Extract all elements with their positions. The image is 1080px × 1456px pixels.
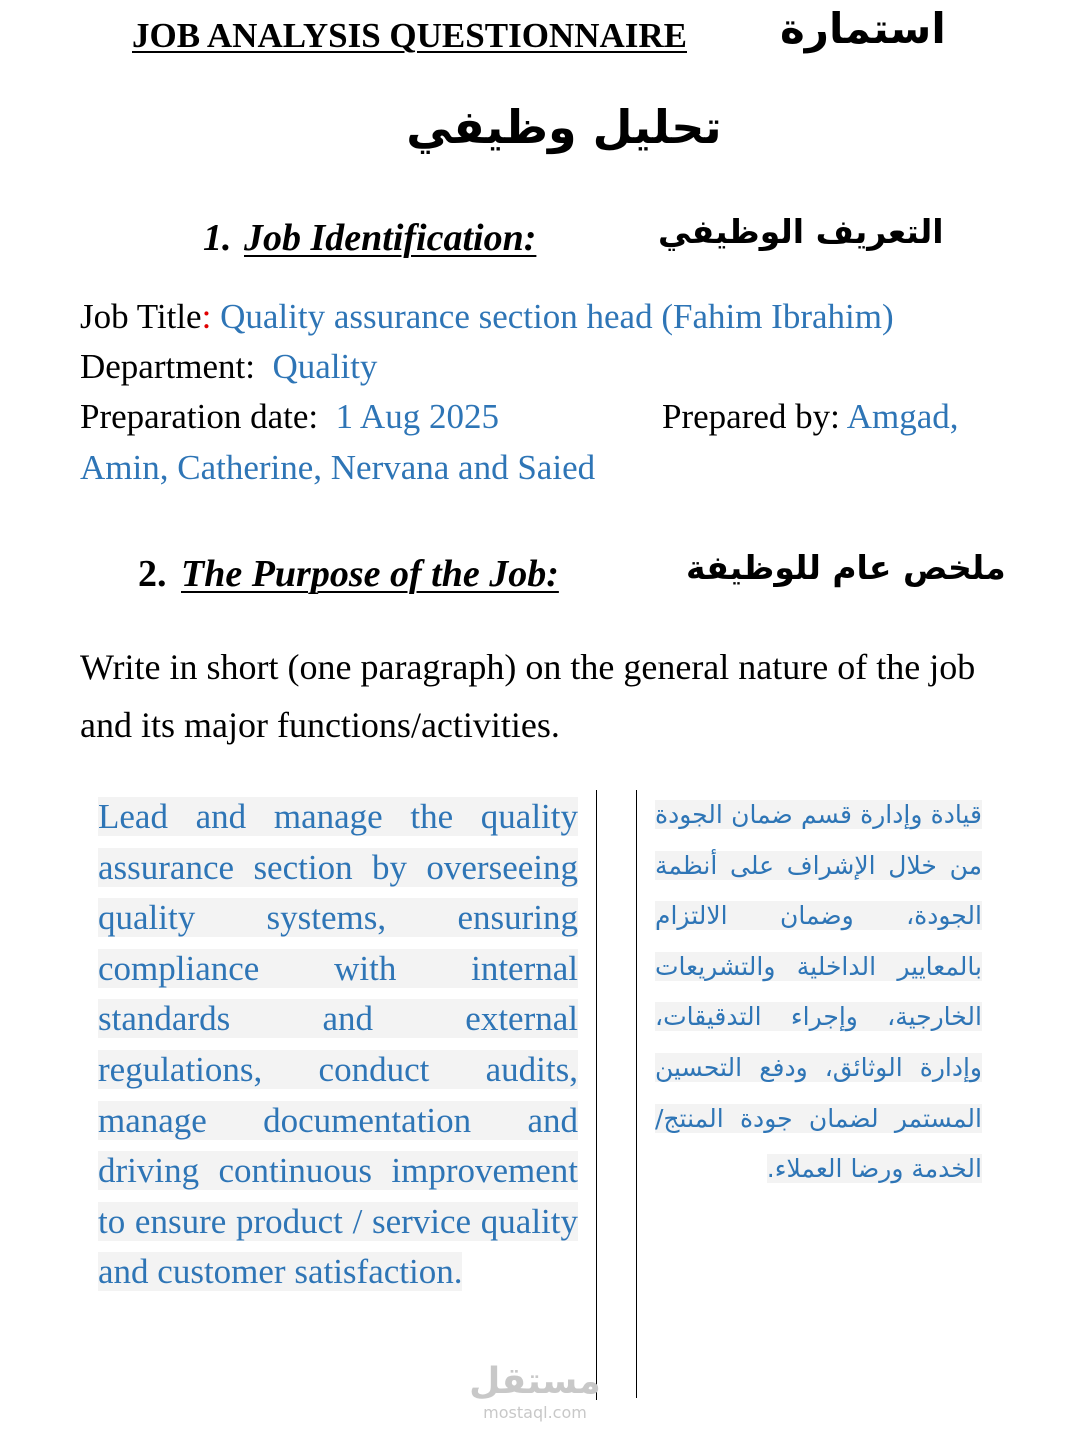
- purpose-instruction: Write in short (one paragraph) on the general nature of the job and its major functions/activities.: [80, 647, 976, 745]
- preparation-date-label: Preparation date:: [80, 397, 319, 436]
- column-divider-left: [596, 790, 597, 1400]
- purpose-text-en-content: Lead and manage the quality assurance section by overseeing quality systems, ensuring compliance with internal standards and external regulations, conduct audits, manage documentation and driving continuous improvement to ensure product / service quality and customer satisfaction.: [98, 797, 578, 1292]
- mostaql-watermark: [460, 1360, 610, 1422]
- questionnaire-title-en: JOB ANALYSIS QUESTIONNAIRE: [132, 16, 687, 55]
- department-field: [80, 342, 377, 392]
- job-title-value: Quality assurance section head (Fahim Ibrahim): [220, 297, 894, 336]
- prepared-by-value-continued: Amin, Catherine, Nervana and Saied: [80, 448, 596, 487]
- section1-number: 1.: [203, 217, 232, 259]
- department-value: Quality: [272, 347, 378, 386]
- department-label: Department:: [80, 347, 255, 386]
- section1-title: Job Identification:: [244, 217, 537, 259]
- job-title-colon: :: [201, 297, 212, 336]
- section2-title: The Purpose of the Job:: [181, 553, 559, 595]
- prepared-by-label: Prepared by:: [662, 397, 840, 436]
- prepared-by-value: Amgad,: [846, 397, 959, 436]
- purpose-text-en: [98, 792, 578, 1298]
- section1-title-ar: التعريف الوظيفي: [658, 212, 944, 251]
- column-divider-right: [636, 790, 637, 1398]
- purpose-text-ar: [655, 790, 982, 1195]
- job-title-label: Job Title: [80, 297, 202, 336]
- section2-title-ar: ملخص عام للوظيفة: [686, 548, 1006, 587]
- purpose-text-ar-content: قيادة وإدارة قسم ضمان الجودة من خلال الإشراف على أنظمة الجودة، وضمان الالتزام بالمعايير الداخلية والتشريعات الخارجية، وإجراء التدقيقات، وإدارة الوثائق، ودفع التحسين المستمر لضمان جودة المنتج/الخدمة ورضا العملاء.: [655, 800, 982, 1184]
- questionnaire-title-ar-line1: استمارة: [780, 4, 946, 53]
- questionnaire-title-ar-line2: تحليل وظيفي: [406, 100, 722, 154]
- watermark-url: mostaql.com: [483, 1403, 587, 1422]
- preparation-date-value: 1 Aug 2025: [335, 397, 499, 436]
- section2-number: 2.: [138, 553, 167, 595]
- watermark-logo-ar: مستقل: [469, 1361, 601, 1402]
- prepared-by-field: [662, 392, 958, 442]
- job-title-field: [80, 292, 894, 342]
- preparation-date-field: [80, 392, 499, 442]
